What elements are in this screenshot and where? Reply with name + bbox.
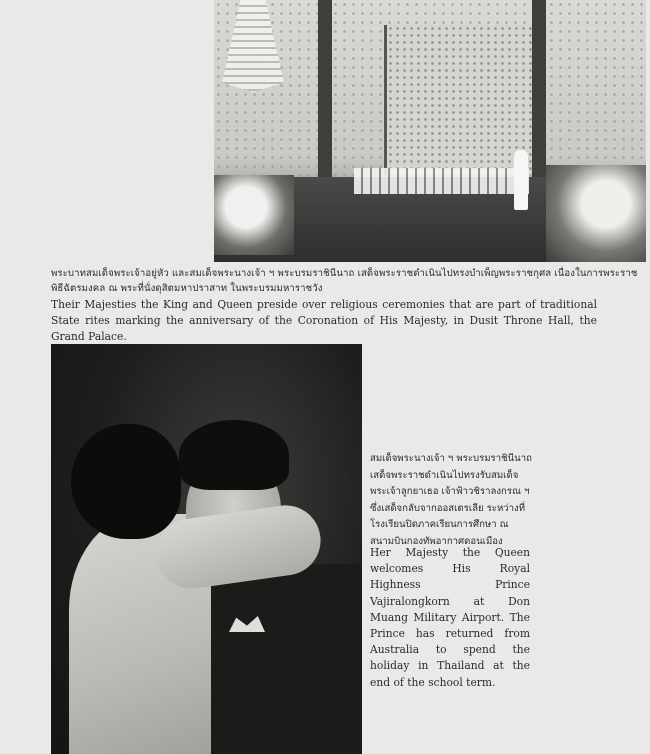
side-caption-english: Her Majesty the Queen welcomes His Royal Highness Prince Vajiralongkorn at Don Muang Military Airport. The Prince has returned from Australia to spend the holiday in Thailand at the end of the school term. bbox=[370, 546, 530, 689]
queen-hair bbox=[71, 424, 181, 539]
prince-hair bbox=[179, 420, 289, 490]
standing-figure bbox=[514, 150, 528, 210]
top-caption-thai: พระบาทสมเด็จพระเจ้าอยู่หัว และสมเด็จพระนางเจ้า ฯ พระบรมราชินีนาถ เสด็จพระราชดำเนินไปทรงบำเพ็ญพระราชกุศล เนื่องในการพระราชพิธีฉัตรมงคล ณ พระที่นั่งดุสิตมหาปราสาท ในพระบรมมหาราชวัง bbox=[51, 268, 638, 294]
top-caption-english: Their Majesties the King and Queen preside over religious ceremonies that are part of traditional State rites marking the anniversary of the Coronation of His Majesty, in Dusit Throne Hall, the Grand Palace. bbox=[51, 298, 597, 343]
hall-back-wall bbox=[384, 25, 535, 175]
prince-suit bbox=[211, 564, 362, 754]
seated-people-left bbox=[214, 175, 294, 255]
welcome-embrace-photo bbox=[51, 344, 362, 754]
throne-hall-photo bbox=[214, 0, 646, 262]
side-caption-thai: สมเด็จพระนางเจ้า ฯ พระบรมราชินีนาถ เสด็จพระราชดำเนินไปทรงรับสมเด็จพระเจ้าลูกยาเธอ เจ้าฟ้าวชิราลงกรณ ฯ ซึ่งเสด็จกลับจากออสเตรเลีย ระหว่างที่โรงเรียนปิดภาคเรียนการศึกษา ณ สนามบินกองทัพอากาศดอนเมือง bbox=[370, 453, 532, 547]
seated-people-right bbox=[546, 165, 646, 262]
monks-row bbox=[354, 168, 529, 194]
